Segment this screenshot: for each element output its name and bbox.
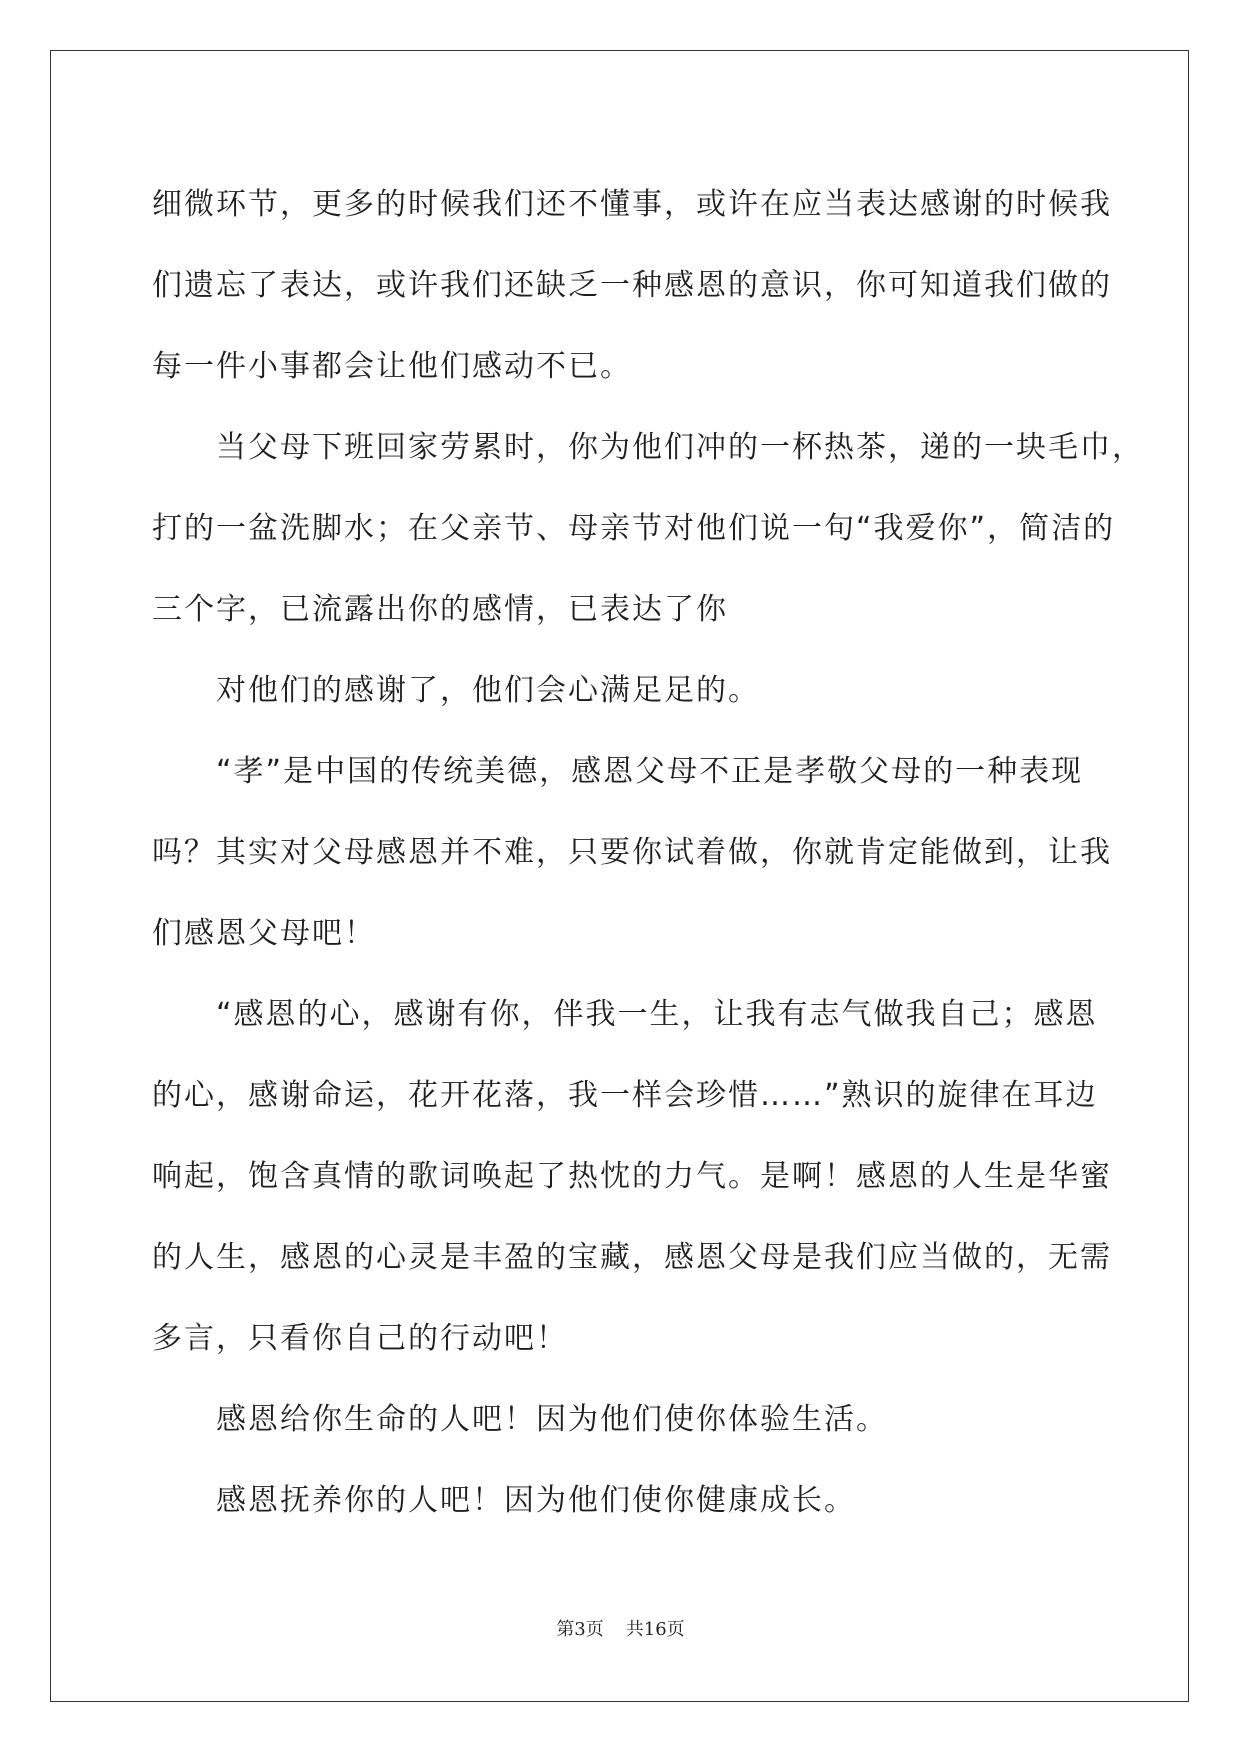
text-line-6: 三个字，已流露出你的感情，已表达了你 — [152, 592, 728, 627]
text-line-15: 多言，只看你自己的行动吧！ — [152, 1321, 568, 1356]
text-line-12: 的心，感谢命运，花开花落，我一样会珍惜……”熟识的旋律在耳边 — [152, 1078, 1098, 1113]
page-number: 第3页 — [556, 1619, 604, 1640]
page-footer — [0, 1615, 1241, 1641]
text-line-7: 对他们的感谢了，他们会心满足足的。 — [216, 673, 760, 708]
text-line-5: 打的一盆洗脚水；在父亲节、母亲节对他们说一句“我爱你”，简洁的 — [152, 511, 1116, 546]
text-line-9: 吗？其实对父母感恩并不难，只要你试着做，你就肯定能做到，让我 — [152, 835, 1112, 870]
text-line-10: 们感恩父母吧！ — [152, 916, 376, 951]
document-body — [152, 164, 1144, 1541]
text-line-3: 每一件小事都会让他们感动不已。 — [152, 349, 632, 384]
page-total: 共16页 — [625, 1619, 685, 1640]
text-line-4: 当父母下班回家劳累时，你为他们冲的一杯热茶，递的一块毛巾， — [216, 430, 1144, 465]
text-line-14: 的人生，感恩的心灵是丰盈的宝藏，感恩父母是我们应当做的，无需 — [152, 1240, 1112, 1275]
text-line-16: 感恩给你生命的人吧！因为他们使你体验生活。 — [216, 1402, 888, 1437]
text-line-2: 们遗忘了表达，或许我们还缺乏一种感恩的意识，你可知道我们做的 — [152, 268, 1112, 303]
text-line-13: 响起，饱含真情的歌词唤起了热忱的力气。是啊！感恩的人生是华蜜 — [152, 1159, 1112, 1194]
text-line-11: “感恩的心，感谢有你，伴我一生，让我有志气做我自己；感恩 — [216, 997, 1098, 1032]
text-line-1: 细微环节，更多的时候我们还不懂事，或许在应当表达感谢的时候我 — [152, 187, 1112, 222]
text-line-17: 感恩抚养你的人吧！因为他们使你健康成长。 — [216, 1483, 856, 1518]
text-line-8: “孝”是中国的传统美德，感恩父母不正是孝敬父母的一种表现 — [216, 754, 1084, 789]
